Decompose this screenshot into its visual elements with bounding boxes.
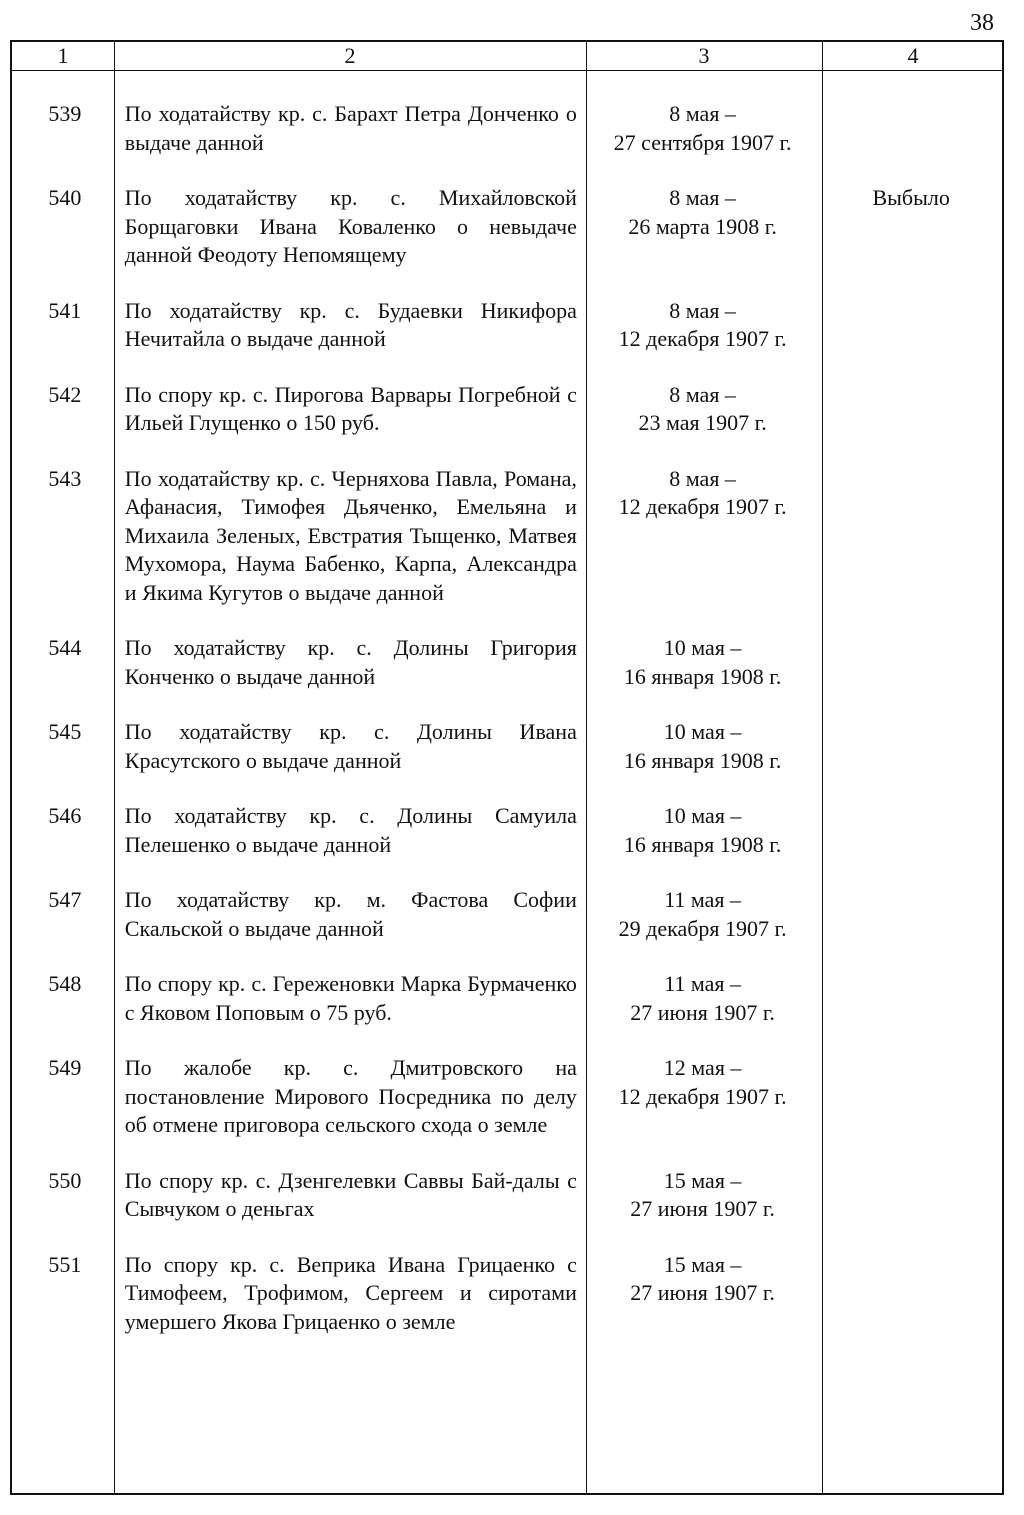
table-row [12, 100, 1002, 157]
column-header-3: 3 [698, 43, 710, 68]
date-end: 12 декабря 1907 г. [618, 326, 787, 351]
case-note [820, 1167, 1002, 1224]
case-description: По спору кр. с. Дзенгелевки Саввы Бай-далы с Сывчуком о деньгах [124, 1167, 577, 1221]
case-description: По ходатайству кр. с. Долины Самуила Пелешенко о выдаче данной [124, 803, 577, 857]
date-start: 10 мая – [663, 803, 742, 828]
case-note [820, 718, 1002, 775]
column-header-1: 1 [57, 43, 69, 68]
row-number: 541 [48, 297, 82, 323]
register-table [10, 40, 1004, 1495]
row-number: 546 [48, 803, 82, 828]
case-description: По ходатайству кр. с. Михайловской Борщаговки Ивана Коваленко о невыдаче данной Феодоту Непомящему [124, 185, 577, 267]
date-end: 26 марта 1908 г. [628, 213, 777, 239]
case-description: По спору кр. с. Пирогова Варвары Погребной с Ильей Глущенко о 150 руб. [124, 381, 577, 435]
row-number: 548 [48, 971, 82, 996]
table-row [12, 381, 1002, 438]
row-number: 547 [48, 887, 82, 912]
case-note [820, 802, 1002, 859]
row-number: 540 [48, 185, 82, 210]
date-end: 16 января 1908 г. [623, 663, 782, 689]
case-dates [585, 718, 821, 775]
table-row [12, 886, 1002, 943]
case-description: По спору кр. с. Веприка Ивана Грицаенко с Тимофеем, Трофимом, Сергеем и сиротами умершего Якова Грицаенко о земле [124, 1251, 577, 1334]
case-dates [585, 297, 821, 354]
date-start: 8 мая – [669, 185, 736, 210]
table-row [12, 184, 1002, 270]
table-row [12, 1251, 1002, 1337]
case-note [820, 1054, 1002, 1140]
page-number: 38 [970, 10, 994, 36]
case-dates [585, 465, 821, 608]
case-dates [585, 1054, 821, 1140]
case-note [820, 886, 1002, 943]
case-note [820, 465, 1002, 608]
row-number: 545 [48, 719, 82, 744]
case-dates [585, 1251, 821, 1337]
case-dates [585, 970, 821, 1027]
date-start: 10 мая – [663, 719, 742, 744]
date-start: 15 мая – [663, 1167, 742, 1193]
date-end: 12 декабря 1907 г. [618, 494, 787, 519]
case-note [820, 381, 1002, 438]
case-description: По ходатайству кр. с. Черняхова Павла, Романа, Афанасия, Тимофея Дьяченко, Емельяна и Михаила Зеленых, Евстратия Тыщенко, Матвея Мухомора, Наума Бабенко, Карпа, Александра и Якима Кугутов о выдаче данной [124, 465, 577, 605]
case-description: По спору кр. с. Гереженовки Марка Бурмаченко с Яковом Поповым о 75 руб. [124, 971, 577, 1025]
column-header-2: 2 [344, 43, 356, 68]
date-start: 8 мая – [669, 297, 736, 323]
date-end: 16 января 1908 г. [623, 831, 782, 857]
date-start: 12 мая – [663, 1055, 742, 1080]
date-end: 27 июня 1907 г. [630, 999, 775, 1025]
table-row [12, 970, 1002, 1027]
row-number: 550 [48, 1167, 82, 1193]
row-number: 549 [48, 1055, 82, 1080]
row-number: 551 [48, 1251, 82, 1277]
case-description: По ходатайству кр. с. Барахт Петра Донченко о выдаче данной [124, 101, 577, 155]
table-row [12, 634, 1002, 691]
row-number: 542 [48, 381, 82, 407]
case-dates [585, 886, 821, 943]
date-start: 11 мая – [664, 887, 742, 912]
case-note [820, 297, 1002, 354]
case-note: Выбыло [872, 185, 950, 210]
case-note [820, 634, 1002, 691]
row-number: 539 [48, 101, 82, 126]
table-row [12, 718, 1002, 775]
case-note [820, 970, 1002, 1027]
case-description: По ходатайству кр. с. Будаевки Никифора Нечитайла о выдаче данной [124, 297, 577, 351]
date-end: 23 мая 1907 г. [638, 410, 767, 435]
table-row [12, 465, 1002, 608]
table-row [12, 802, 1002, 859]
case-dates [585, 100, 821, 157]
table-body [12, 100, 1002, 1363]
date-start: 8 мая – [669, 101, 736, 126]
case-dates [585, 802, 821, 859]
case-note [820, 100, 1002, 157]
case-note [820, 1251, 1002, 1337]
table-row [12, 1054, 1002, 1140]
case-dates [585, 1167, 821, 1224]
date-end: 29 декабря 1907 г. [618, 915, 787, 941]
row-number: 544 [48, 635, 82, 660]
date-end: 16 января 1908 г. [623, 747, 782, 773]
table-header [12, 42, 1002, 71]
case-description: По ходатайству кр. с. Долины Ивана Красутского о выдаче данной [124, 719, 577, 773]
date-start: 8 мая – [669, 465, 736, 491]
case-dates [585, 184, 821, 270]
case-description: По ходатайству кр. м. Фастова Софии Скальской о выдаче данной [124, 887, 577, 941]
case-description: По ходатайству кр. с. Долины Григория Конченко о выдаче данной [124, 635, 577, 689]
date-start: 11 мая – [664, 971, 742, 996]
row-number: 543 [48, 465, 82, 491]
case-dates [585, 381, 821, 438]
column-header-4: 4 [907, 43, 919, 68]
table-row [12, 297, 1002, 354]
date-start: 15 мая – [663, 1251, 742, 1277]
date-end: 27 июня 1907 г. [630, 1280, 775, 1305]
date-end: 27 сентября 1907 г. [613, 129, 792, 155]
date-end: 27 июня 1907 г. [630, 1196, 775, 1221]
case-dates [585, 634, 821, 691]
table-row [12, 1167, 1002, 1224]
case-description: По жалобе кр. с. Дмитровского на постановление Мирового Посредника по делу об отмене приговора сельского схода о земле [124, 1055, 577, 1137]
date-start: 10 мая – [663, 635, 742, 660]
date-start: 8 мая – [669, 381, 736, 407]
date-end: 12 декабря 1907 г. [618, 1083, 787, 1109]
